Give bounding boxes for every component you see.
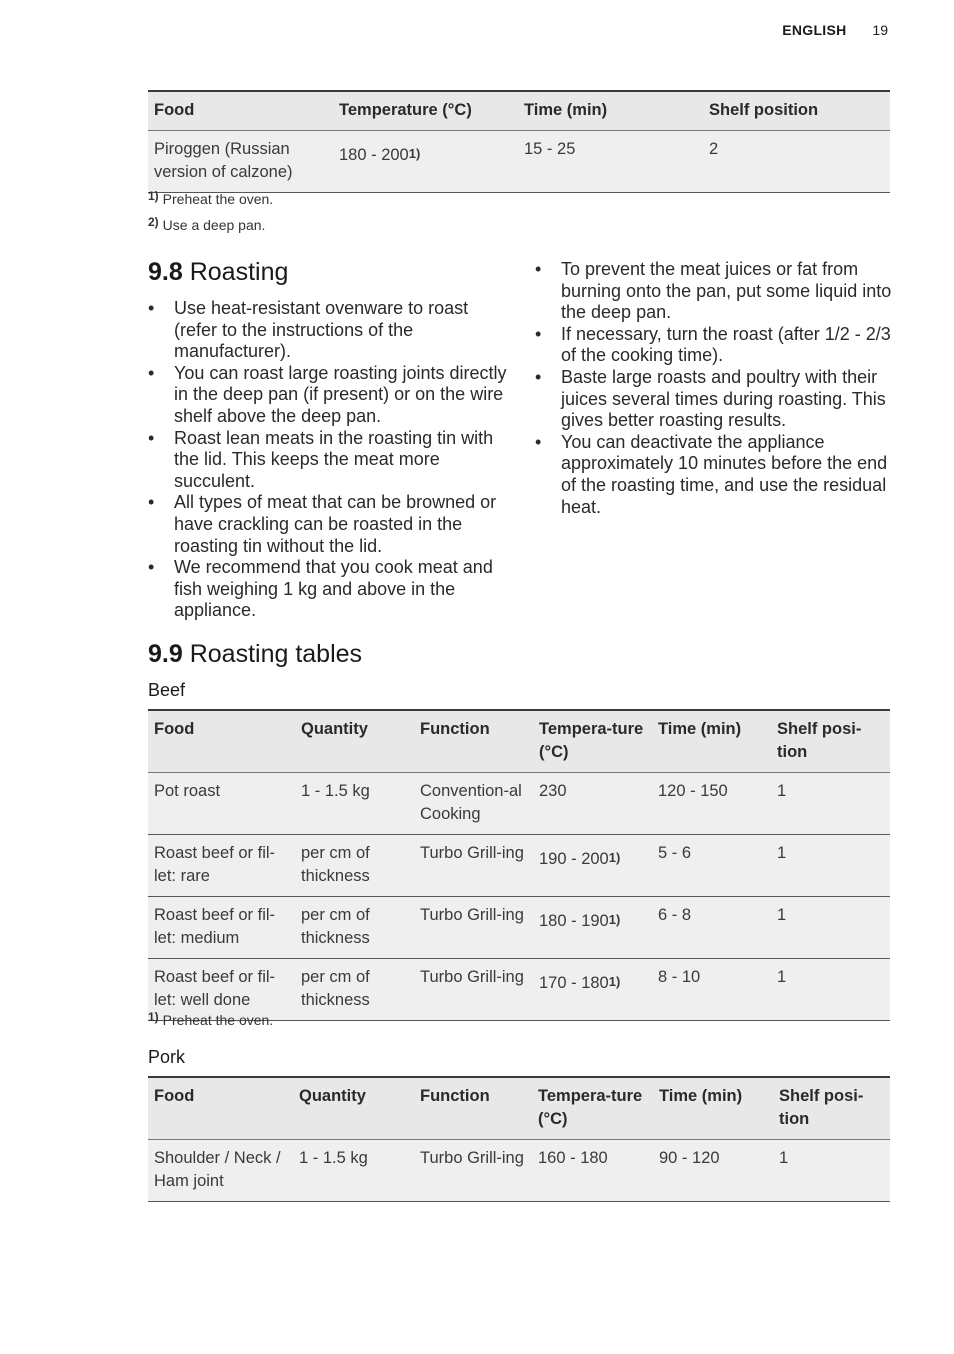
column-header: Time (min)	[518, 91, 703, 131]
footnote-mark: 1)	[608, 974, 621, 989]
column-header: Food	[148, 1077, 293, 1140]
column-header: Function	[414, 710, 533, 773]
footnote-text: Use a deep pan.	[162, 217, 266, 233]
language-label: ENGLISH	[782, 22, 847, 38]
subheading-pork: Pork	[148, 1047, 186, 1067]
food-cell: Roast beef or fil-let: medium	[148, 897, 295, 959]
footnote-mark: 1)	[608, 850, 621, 865]
shelf-cell: 2	[703, 131, 890, 193]
section-title: Roasting tables	[189, 640, 363, 668]
function-cell: Turbo Grill-ing	[414, 1140, 532, 1202]
shelf-cell: 1	[771, 773, 890, 835]
time-cell: 6 - 8	[652, 897, 771, 959]
food-cell: Roast beef or fil-let: rare	[148, 835, 295, 897]
food-cell: Roast beef or fil-let: well done	[148, 959, 295, 1021]
table-row	[148, 897, 890, 959]
list-item: • Baste large roasts and poultry with their juices several times during roasting. This gives better roasting results.	[535, 367, 895, 432]
quantity-cell: per cm of thickness	[295, 959, 414, 1021]
column-header: Shelf posi-tion	[771, 710, 890, 773]
table-row	[148, 835, 890, 897]
list-item: • Roast lean meats in the roasting tin with the lid. This keeps the meat more succulent.	[148, 428, 510, 493]
list-item: • You can roast large roasting joints directly in the deep pan (if present) or on the wire shelf above the deep pan.	[148, 363, 510, 428]
quantity-cell: 1 - 1.5 kg	[293, 1140, 414, 1202]
table-header-row	[148, 710, 890, 773]
column-header: Shelf position	[703, 91, 890, 131]
list-item: • If necessary, turn the roast (after 1/2 - 2/3 of the cooking time).	[535, 324, 895, 367]
footnote-mark: 1)	[148, 189, 159, 203]
time-cell: 15 - 25	[518, 131, 703, 193]
function-cell: Turbo Grill-ing	[414, 835, 533, 897]
shelf-cell: 1	[771, 897, 890, 959]
section-number: 9.9	[148, 640, 183, 668]
footnote	[148, 1012, 273, 1028]
function-cell: Turbo Grill-ing	[414, 959, 533, 1021]
page-header	[782, 22, 888, 38]
table-row	[148, 131, 890, 193]
footnote-mark: 1)	[148, 1010, 159, 1024]
temperature-cell: 230	[533, 773, 652, 835]
temperature-cell	[533, 897, 652, 959]
pork-table	[148, 1076, 890, 1202]
section-heading-roasting	[148, 258, 288, 287]
footnote-mark: 1)	[408, 146, 421, 161]
temperature-value: 180 - 200	[339, 146, 409, 164]
temperature-cell	[333, 131, 518, 193]
table-row	[148, 773, 890, 835]
list-item: • To prevent the meat juices or fat from burning onto the pan, put some liquid into the deep pan.	[535, 259, 895, 324]
column-header: Food	[148, 91, 333, 131]
list-item: • You can deactivate the appliance approximately 10 minutes before the end of the roasting time, and use the residual heat.	[535, 432, 895, 518]
temperature-cell	[533, 959, 652, 1021]
subheading-beef: Beef	[148, 680, 186, 700]
roasting-tips-right	[535, 259, 895, 518]
footnote-text: Preheat the oven.	[162, 191, 274, 207]
time-cell: 5 - 6	[652, 835, 771, 897]
list-item: • Use heat-resistant ovenware to roast (refer to the instructions of the manufacturer).	[148, 298, 510, 363]
food-cell: Shoulder / Neck / Ham joint	[148, 1140, 293, 1202]
footnote-mark: 2)	[148, 215, 159, 229]
section-heading-roasting-tables	[148, 640, 362, 669]
temperature-cell	[533, 835, 652, 897]
temperature-cell: 160 - 180	[532, 1140, 653, 1202]
footnote	[148, 191, 273, 207]
list-item: • We recommend that you cook meat and fish weighing 1 kg and above in the appliance.	[148, 557, 510, 622]
time-cell: 120 - 150	[652, 773, 771, 835]
table-header-row	[148, 1077, 890, 1140]
quantity-cell: per cm of thickness	[295, 897, 414, 959]
column-header: Time (min)	[653, 1077, 773, 1140]
time-cell: 90 - 120	[653, 1140, 773, 1202]
food-cell: Pot roast	[148, 773, 295, 835]
section-title: Roasting	[189, 258, 289, 286]
footnote-text: Preheat the oven.	[162, 1012, 274, 1028]
shelf-cell: 1	[771, 835, 890, 897]
quantity-cell: per cm of thickness	[295, 835, 414, 897]
section-number: 9.8	[148, 258, 183, 286]
function-cell: Turbo Grill-ing	[414, 897, 533, 959]
page-number: 19	[872, 22, 888, 38]
roasting-tips-left	[148, 298, 510, 622]
column-header: Shelf posi-tion	[773, 1077, 890, 1140]
footnote-mark: 1)	[608, 912, 621, 927]
temperature-value: 190 - 200	[539, 850, 609, 868]
column-header: Function	[414, 1077, 532, 1140]
time-cell: 8 - 10	[652, 959, 771, 1021]
beef-table	[148, 709, 890, 1021]
column-header: Tempera-ture (°C)	[533, 710, 652, 773]
table-row	[148, 1140, 890, 1202]
shelf-cell: 1	[771, 959, 890, 1021]
column-header: Tempera-ture (°C)	[532, 1077, 653, 1140]
column-header: Time (min)	[652, 710, 771, 773]
column-header: Food	[148, 710, 295, 773]
shelf-cell: 1	[773, 1140, 890, 1202]
column-header: Quantity	[295, 710, 414, 773]
temperature-value: 180 - 190	[539, 912, 609, 930]
top-table	[148, 90, 890, 193]
quantity-cell: 1 - 1.5 kg	[295, 773, 414, 835]
footnote	[148, 217, 265, 233]
function-cell: Convention-al Cooking	[414, 773, 533, 835]
table-header-row	[148, 91, 890, 131]
column-header: Quantity	[293, 1077, 414, 1140]
column-header: Temperature (°C)	[333, 91, 518, 131]
temperature-value: 170 - 180	[539, 974, 609, 992]
food-cell: Piroggen (Russian version of calzone)	[148, 131, 333, 193]
list-item: • All types of meat that can be browned or have crackling can be roasted in the roasting tin without the lid.	[148, 492, 510, 557]
